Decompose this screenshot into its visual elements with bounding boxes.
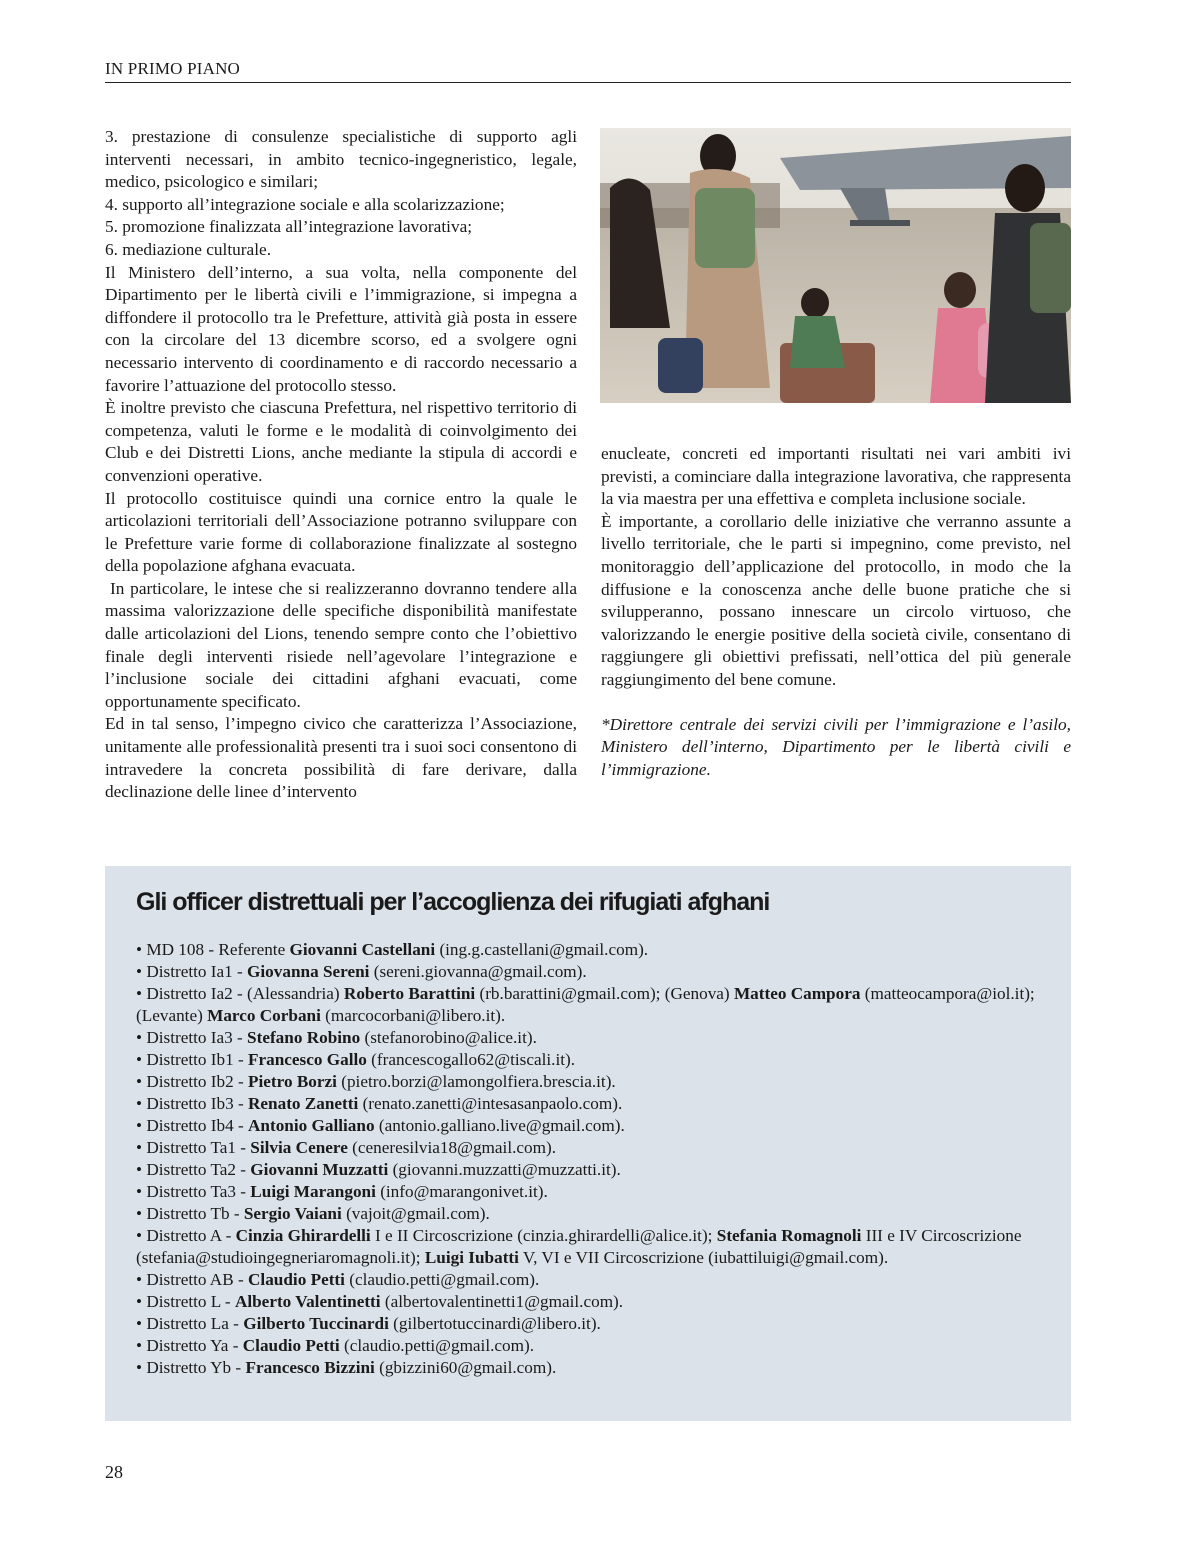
officer-entry (136, 1335, 1046, 1357)
officer-detail: (ceneresilvia18@gmail.com). (347, 1138, 556, 1157)
officer-detail: (albertovalentinetti1@gmail.com). (380, 1292, 624, 1311)
officer-detail: (vajoit@gmail.com). (341, 1204, 490, 1223)
officer-detail: • Distretto Ia2 - (Alessandria) (136, 984, 344, 1003)
officer-entry (136, 1357, 1046, 1379)
page-number: 28 (105, 1462, 123, 1482)
paragraph: 4. supporto all’integrazione sociale e alla scolarizzazione; (105, 194, 505, 214)
officer-entry (136, 1049, 1046, 1071)
officer-detail: • Distretto Ib2 - (136, 1072, 248, 1091)
officer-name: Stefania Romagnoli (716, 1226, 862, 1245)
officers-list (136, 939, 1046, 1379)
officer-entry (136, 983, 1046, 1027)
officer-name: Luigi Iubatti (424, 1248, 519, 1267)
officer-detail: (giovanni.muzzatti@muzzatti.it). (388, 1160, 621, 1179)
paragraph: 5. promozione finalizzata all’integrazione lavorativa; (105, 217, 473, 237)
officer-name: Antonio Galliano (248, 1116, 375, 1135)
officer-detail: (matteocampora@iol.it); (Levante) (136, 984, 1035, 1025)
officer-name: Stefano Robino (247, 1028, 361, 1047)
officer-entry (136, 1203, 1046, 1225)
officer-detail: • Distretto Ta1 - (136, 1138, 251, 1157)
officer-detail: • Distretto Ta2 - (136, 1160, 251, 1179)
paragraph: In particolare, le intese che si realizzeranno dovranno tendere alla massima valorizzazione delle specifiche disponibilità manifestate dalle articolazioni del Lions, tenendo sempre conto che l’obiettivo finale degli interventi risiede nell’agevolare l’integrazione e l’inclusione sociale dei cittadini afghani evacuati, come opportunamente specificato. (105, 578, 577, 711)
right-column (601, 443, 1071, 781)
officer-name: Matteo Campora (733, 984, 861, 1003)
officers-box-title: Gli officer distrettuali per l’accoglienza dei rifugiati afghani (136, 888, 770, 916)
officer-detail: (sereni.giovanna@gmail.com). (369, 962, 587, 981)
officer-detail: • MD 108 - Referente (136, 940, 290, 959)
officer-name: Cinzia Ghirardelli (235, 1226, 371, 1245)
officer-entry (136, 939, 1046, 961)
officer-entry (136, 1071, 1046, 1093)
officer-detail: • Distretto Ib1 - (136, 1050, 248, 1069)
officer-detail: • Distretto Ib3 - (136, 1094, 248, 1113)
officer-name: Giovanni Castellani (289, 940, 436, 959)
officer-entry (136, 1313, 1046, 1335)
officer-name: Giovanna Sereni (247, 962, 370, 981)
officer-name: Silvia Cenere (250, 1138, 348, 1157)
officer-detail: (pietro.borzi@lamongolfiera.brescia.it). (336, 1072, 616, 1091)
officer-entry (136, 1115, 1046, 1137)
officer-entry (136, 1159, 1046, 1181)
officer-detail: • Distretto Ia3 - (136, 1028, 248, 1047)
officer-detail: (antonio.galliano.live@gmail.com). (374, 1116, 625, 1135)
officer-detail: (info@marangonivet.it). (375, 1182, 548, 1201)
officer-detail: • Distretto Ia1 - (136, 962, 248, 981)
officer-entry (136, 961, 1046, 983)
officer-detail: (gbizzini60@gmail.com). (374, 1358, 557, 1377)
paragraph: enucleate, concreti ed importanti risultati nei vari ambiti ivi previsti, a cominciare dalla integrazione lavorativa, che rappresenta la via maestra per una effettiva e completa inclusione sociale. (601, 444, 1071, 509)
officer-detail: • Distretto La - (136, 1314, 244, 1333)
officer-name: Sergio Vaiani (243, 1204, 342, 1223)
paragraph: Il Ministero dell’interno, a sua volta, nella componente del Dipartimento per le libertà civili e l’immigrazione, si impegna a diffondere il protocollo tra le Prefetture, attività già posta in essere con la circolare del 13 dicembre scorso, ed a svolgere ogni necessario intervento di coordinamento e di raccordo necessario a favorire l’attuazione del protocollo stesso. (105, 262, 577, 395)
officer-detail: • Distretto Ya - (136, 1336, 243, 1355)
header-divider (105, 82, 1071, 83)
officer-detail: (ing.g.castellani@gmail.com). (435, 940, 649, 959)
officer-detail: • Distretto L - (136, 1292, 235, 1311)
paragraph: 3. prestazione di consulenze specialistiche di supporto agli interventi necessari, in ambito tecnico-ingegneristico, legale, medico, psicologico e similari; (105, 127, 577, 192)
paragraph: 6. mediazione culturale. (105, 239, 272, 259)
refugees-photo-illustration (600, 128, 1071, 403)
officer-detail: • Distretto Yb - (136, 1358, 246, 1377)
officer-name: Marco Corbani (207, 1006, 321, 1025)
officer-entry (136, 1093, 1046, 1115)
officer-name: Francesco Bizzini (245, 1358, 375, 1377)
officer-name: Giovanni Muzzatti (250, 1160, 389, 1179)
officer-entry (136, 1225, 1046, 1269)
officer-detail: • Distretto Ta3 - (136, 1182, 251, 1201)
officer-detail: III e IV Circoscrizione (stefania@studioingegneriaromagnoli.it); (136, 1226, 1022, 1267)
officers-box (105, 866, 1071, 1421)
section-label: IN PRIMO PIANO (105, 59, 241, 78)
officer-detail: V, VI e VII Circoscrizione (iubattiluigi@gmail.com). (518, 1248, 889, 1267)
paragraph: È inoltre previsto che ciascuna Prefettura, nel rispettivo territorio di competenza, valuti le forme e le modalità di coinvolgimento dei Club e dei Distretti Lions, anche mediante la stipula di accordi e convenzioni operative. (105, 398, 577, 485)
paragraph: È importante, a corollario delle iniziative che verranno assunte a livello territoriale, che le parti si impegnino, come previsto, nel monitoraggio dell’applicazione del protocollo, in modo che la diffusione e la conoscenza anche delle buone pratiche che si svilupperanno, possano innescare un circolo virtuoso, che valorizzando le energie positive della società civile, consentano di raggiungere gli obiettivi prefissati, nell’ottica del più generale raggiungimento del bene comune. (601, 511, 1071, 689)
author-note: *Direttore centrale dei servizi civili per l’immigrazione e l’asilo, Ministero dell’interno, Dipartimento per le libertà civili e l’immigrazione. (601, 714, 1071, 779)
officer-detail: (renato.zanetti@intesasanpaolo.com). (358, 1094, 623, 1113)
paragraph: Il protocollo costituisce quindi una cornice entro la quale le articolazioni territoriali dell’Associazione potranno sviluppare con le Prefetture varie forme di collaborazione finalizzate al sostegno della popolazione afghana evacuata. (105, 488, 577, 576)
officer-name: Claudio Petti (242, 1336, 340, 1355)
officer-entry (136, 1137, 1046, 1159)
left-column (105, 126, 577, 804)
officer-detail: I e II Circoscrizione (cinzia.ghirardelli@alice.it); (370, 1226, 717, 1245)
officer-detail: • Distretto A - (136, 1226, 236, 1245)
paragraph: Ed in tal senso, l’impegno civico che caratterizza l’Associazione, unitamente alle professionalità presenti tra i suoi soci consentono di intravedere la concreta possibilità di fare derivare, dalla declinazione delle linee d’intervento (105, 714, 577, 802)
officer-name: Gilberto Tuccinardi (243, 1314, 389, 1333)
officer-entry (136, 1181, 1046, 1203)
officer-detail: • Distretto AB - (136, 1270, 249, 1289)
officer-name: Roberto Barattini (343, 984, 476, 1003)
officer-name: Alberto Valentinetti (234, 1292, 381, 1311)
officer-detail: (rb.barattini@gmail.com); (Genova) (475, 984, 734, 1003)
officer-entry (136, 1291, 1046, 1313)
officer-name: Luigi Marangoni (250, 1182, 376, 1201)
officer-entry (136, 1269, 1046, 1291)
officer-detail: (francescogallo62@tiscali.it). (366, 1050, 576, 1069)
officer-detail: • Distretto Ib4 - (136, 1116, 248, 1135)
refugees-photo (600, 128, 1071, 403)
officer-detail: (claudio.petti@gmail.com). (344, 1270, 540, 1289)
officer-name: Renato Zanetti (248, 1094, 359, 1113)
officer-name: Claudio Petti (248, 1270, 345, 1289)
officer-detail: (claudio.petti@gmail.com). (339, 1336, 535, 1355)
officer-detail: (marcocorbani@libero.it). (320, 1006, 506, 1025)
officer-entry (136, 1027, 1046, 1049)
officer-detail: • Distretto Tb - (136, 1204, 244, 1223)
officer-name: Francesco Gallo (248, 1050, 367, 1069)
officer-detail: (gilbertotuccinardi@libero.it). (388, 1314, 601, 1333)
officer-detail: (stefanorobino@alice.it). (360, 1028, 537, 1047)
officer-name: Pietro Borzi (248, 1072, 337, 1091)
